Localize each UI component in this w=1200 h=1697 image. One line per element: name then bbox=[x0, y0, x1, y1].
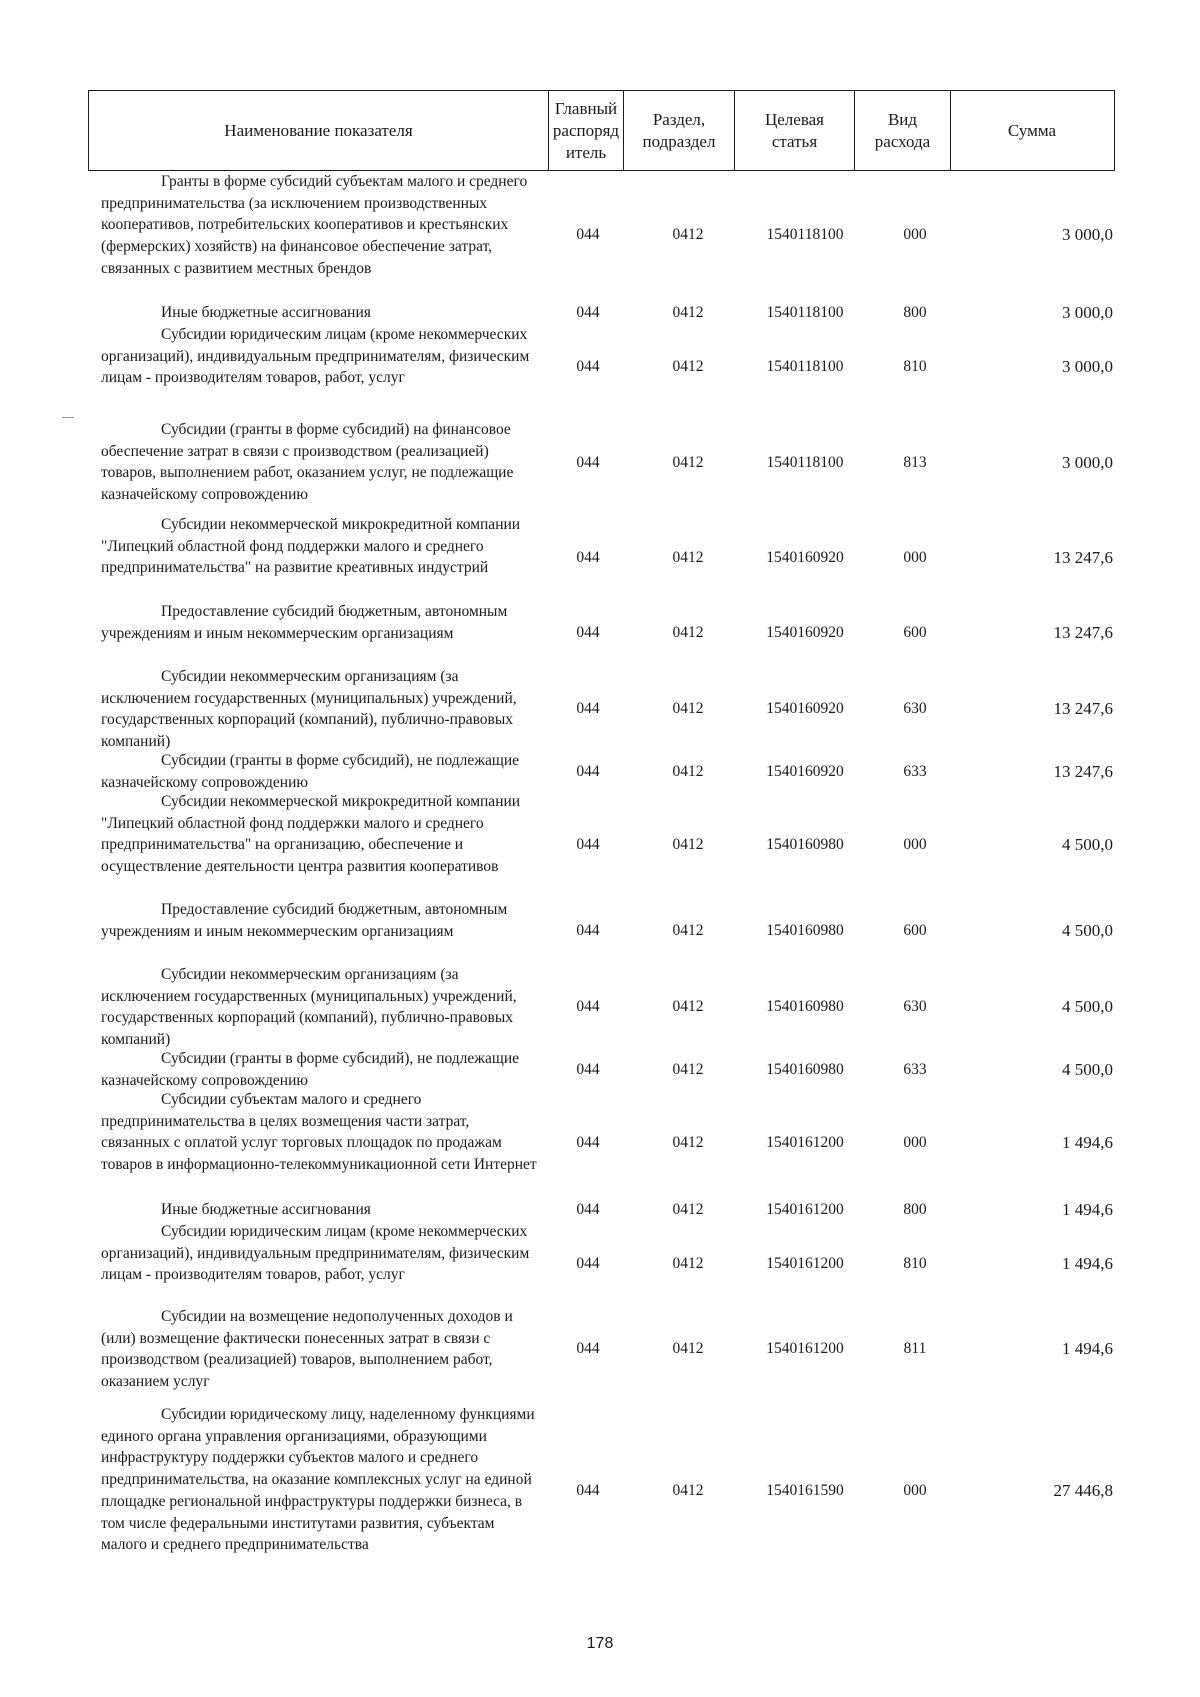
header-expense-type: Вид расхода bbox=[854, 91, 950, 170]
row-type: 000 bbox=[903, 1482, 927, 1499]
row-name: Субсидии юридическим лицам (кроме некоммерческих организаций), индивидуальным предпринимателям, физическим лицам - производителям товаров, работ, услуг bbox=[101, 326, 530, 387]
row-name: Субсидии на возмещение недополученных доходов и (или) возмещение фактически понесенных затрат в связи с производством (реализацией) товаров, выполнением работ, оказанием услуг bbox=[101, 1308, 513, 1391]
row-name: Субсидии некоммерческой микрокредитной компании "Липецкий областной фонд поддержки малого и среднего предпринимательства" на организацию, обеспечение и осуществление деятельности центра развития кооперативов bbox=[101, 793, 521, 876]
row-section: 0412 bbox=[672, 836, 704, 853]
row-section: 0412 bbox=[672, 624, 704, 641]
row-section: 0412 bbox=[672, 549, 704, 566]
row-chief: 044 bbox=[576, 1482, 600, 1499]
row-chief: 044 bbox=[576, 624, 600, 641]
row-type: 800 bbox=[903, 304, 927, 321]
row-type: 633 bbox=[903, 1061, 927, 1078]
row-sum: 3 000,0 bbox=[1062, 453, 1113, 472]
row-sum: 27 446,8 bbox=[1053, 1481, 1113, 1500]
row-target: 1540160920 bbox=[766, 624, 844, 641]
row-type: 811 bbox=[903, 1340, 927, 1357]
row-chief: 044 bbox=[576, 549, 600, 566]
row-sum: 13 247,6 bbox=[1053, 699, 1113, 718]
row-name: Субсидии субъектам малого и среднего предпринимательства в целях возмещения части затрат, связанных с оплатой услуг торговых площадок по продажам товаров в информационно-телекоммуникационной сети Интернет bbox=[101, 1091, 537, 1174]
row-target: 1540160980 bbox=[766, 922, 844, 939]
row-type: 630 bbox=[903, 700, 927, 717]
row-section: 0412 bbox=[672, 304, 704, 321]
row-type: 600 bbox=[903, 922, 927, 939]
row-name: Предоставление субсидий бюджетным, автономным учреждениям и иным некоммерческим организациям bbox=[101, 603, 508, 642]
header-target-item: Целевая статья bbox=[734, 91, 854, 170]
row-name: Субсидии некоммерческой микрокредитной компании "Липецкий областной фонд поддержки малого и среднего предпринимательства" на развитие креативных индустрий bbox=[101, 516, 521, 577]
margin-mark bbox=[62, 417, 74, 418]
row-type: 810 bbox=[903, 1255, 927, 1272]
row-chief: 044 bbox=[576, 1255, 600, 1272]
row-type: 000 bbox=[903, 1134, 927, 1151]
row-chief: 044 bbox=[576, 836, 600, 853]
row-name: Предоставление субсидий бюджетным, автономным учреждениям и иным некоммерческим организациям bbox=[101, 901, 508, 940]
row-sum: 1 494,6 bbox=[1062, 1339, 1113, 1358]
row-target: 1540118100 bbox=[766, 358, 844, 375]
row-name: Субсидии юридическому лицу, наделенному функциями единого органа управления организациями, образующими инфраструктуру поддержки субъектов малого и среднего предпринимательства, на оказание комплексных услуг на единой площадке региональной инфраструктуры поддержки бизнеса, в том числе федеральными институтами развития, субъектам малого и среднего предпринимательства bbox=[101, 1406, 535, 1554]
row-target: 1540160980 bbox=[766, 998, 844, 1015]
row-name: Субсидии некоммерческим организациям (за исключением государственных (муниципальных) учреждений, государственных корпораций (компаний), публично-правовых компаний) bbox=[101, 966, 517, 1049]
row-name: Иные бюджетные ассигнования bbox=[161, 1201, 371, 1218]
row-target: 1540160980 bbox=[766, 836, 844, 853]
row-type: 810 bbox=[903, 358, 927, 375]
row-section: 0412 bbox=[672, 1255, 704, 1272]
row-type: 000 bbox=[903, 549, 927, 566]
row-sum: 1 494,6 bbox=[1062, 1133, 1113, 1152]
row-type: 800 bbox=[903, 1201, 927, 1218]
row-section: 0412 bbox=[672, 226, 704, 243]
row-sum: 13 247,6 bbox=[1053, 623, 1113, 642]
row-section: 0412 bbox=[672, 1340, 704, 1357]
row-sum: 1 494,6 bbox=[1062, 1200, 1113, 1219]
row-name: Субсидии (гранты в форме субсидий) на финансовое обеспечение затрат в связи с производством (реализацией) товаров, выполнением работ, оказанием услуг, не подлежащие казначейскому сопровождению bbox=[101, 421, 514, 504]
row-sum: 1 494,6 bbox=[1062, 1254, 1113, 1273]
header-chief-manager: Главный распоряд итель bbox=[548, 91, 623, 170]
row-name: Иные бюджетные ассигнования bbox=[161, 304, 371, 321]
row-target: 1540118100 bbox=[766, 304, 844, 321]
row-section: 0412 bbox=[672, 1134, 704, 1151]
row-chief: 044 bbox=[576, 304, 600, 321]
row-chief: 044 bbox=[576, 1340, 600, 1357]
row-sum: 13 247,6 bbox=[1053, 762, 1113, 781]
row-section: 0412 bbox=[672, 998, 704, 1015]
row-target: 1540161200 bbox=[766, 1134, 844, 1151]
row-chief: 044 bbox=[576, 454, 600, 471]
row-type: 813 bbox=[903, 454, 927, 471]
row-chief: 044 bbox=[576, 1061, 600, 1078]
row-target: 1540160920 bbox=[766, 700, 844, 717]
row-section: 0412 bbox=[672, 358, 704, 375]
row-sum: 4 500,0 bbox=[1062, 997, 1113, 1016]
row-section: 0412 bbox=[672, 700, 704, 717]
row-name: Субсидии некоммерческим организациям (за исключением государственных (муниципальных) учреждений, государственных корпораций (компаний), публично-правовых компаний) bbox=[101, 668, 517, 751]
row-sum: 3 000,0 bbox=[1062, 225, 1113, 244]
row-section: 0412 bbox=[672, 1061, 704, 1078]
row-target: 1540160980 bbox=[766, 1061, 844, 1078]
row-sum: 3 000,0 bbox=[1062, 303, 1113, 322]
row-target: 1540161200 bbox=[766, 1255, 844, 1272]
row-type: 000 bbox=[903, 226, 927, 243]
row-chief: 044 bbox=[576, 358, 600, 375]
row-section: 0412 bbox=[672, 922, 704, 939]
page-number: 178 bbox=[586, 1635, 614, 1652]
row-sum: 3 000,0 bbox=[1062, 357, 1113, 376]
row-name: Субсидии юридическим лицам (кроме некоммерческих организаций), индивидуальным предпринимателям, физическим лицам - производителям товаров, работ, услуг bbox=[101, 1223, 530, 1284]
row-type: 630 bbox=[903, 998, 927, 1015]
row-section: 0412 bbox=[672, 1201, 704, 1218]
row-sum: 13 247,6 bbox=[1053, 548, 1113, 567]
header-name: Наименование показателя bbox=[224, 120, 413, 140]
row-type: 600 bbox=[903, 624, 927, 641]
row-chief: 044 bbox=[576, 1201, 600, 1218]
row-sum: 4 500,0 bbox=[1062, 1060, 1113, 1079]
row-target: 1540161590 bbox=[766, 1482, 844, 1499]
header-sum: Сумма bbox=[950, 91, 1113, 170]
row-chief: 044 bbox=[576, 700, 600, 717]
row-chief: 044 bbox=[576, 998, 600, 1015]
row-section: 0412 bbox=[672, 763, 704, 780]
row-section: 0412 bbox=[672, 454, 704, 471]
row-sum: 4 500,0 bbox=[1062, 835, 1113, 854]
row-target: 1540160920 bbox=[766, 763, 844, 780]
row-name: Субсидии (гранты в форме субсидий), не подлежащие казначейскому сопровождению bbox=[101, 752, 519, 791]
row-target: 1540118100 bbox=[766, 226, 844, 243]
row-chief: 044 bbox=[576, 1134, 600, 1151]
row-chief: 044 bbox=[576, 922, 600, 939]
row-section: 0412 bbox=[672, 1482, 704, 1499]
row-target: 1540161200 bbox=[766, 1201, 844, 1218]
row-sum: 4 500,0 bbox=[1062, 921, 1113, 940]
row-chief: 044 bbox=[576, 763, 600, 780]
row-chief: 044 bbox=[576, 226, 600, 243]
row-name: Субсидии (гранты в форме субсидий), не подлежащие казначейскому сопровождению bbox=[101, 1050, 519, 1089]
header-section: Раздел, подраздел bbox=[623, 91, 734, 170]
row-type: 000 bbox=[903, 836, 927, 853]
row-target: 1540161200 bbox=[766, 1340, 844, 1357]
row-target: 1540160920 bbox=[766, 549, 844, 566]
row-target: 1540118100 bbox=[766, 454, 844, 471]
row-type: 633 bbox=[903, 763, 927, 780]
table-header bbox=[88, 90, 1115, 171]
row-name: Гранты в форме субсидий субъектам малого и среднего предпринимательства (за исключением производственных кооперативов, потребительских кооперативов и крестьянских (фермерских) хозяйств) на финансовое обеспечение затрат, связанных с развитием местных брендов bbox=[101, 173, 528, 277]
